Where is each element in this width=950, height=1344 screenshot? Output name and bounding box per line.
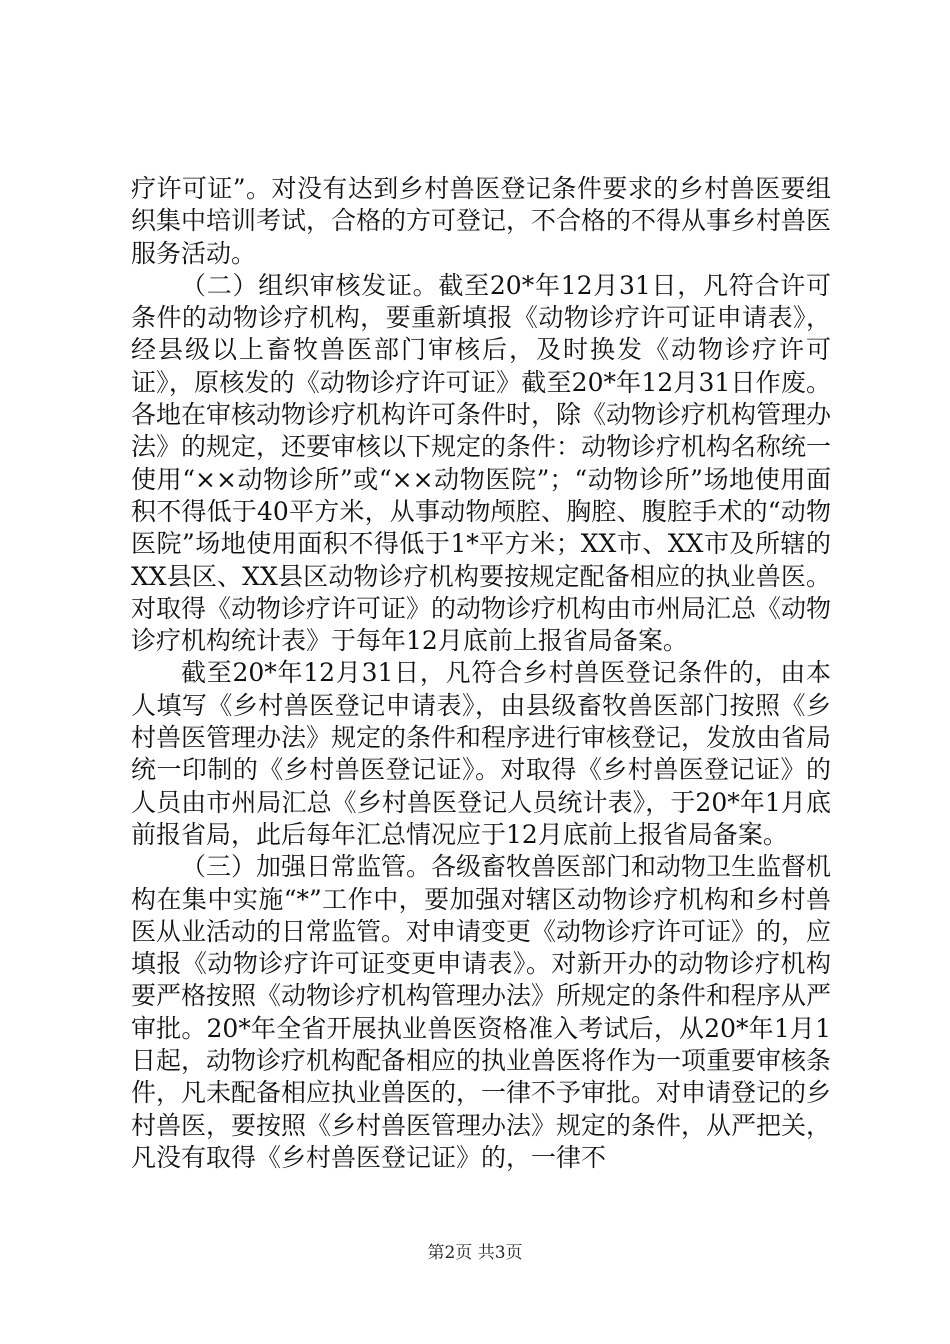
paragraph-village-vet-registration: 截至20*年12月31日，凡符合乡村兽医登记条件的，由本人填写《乡村兽医登记申请表》，由县级畜牧兽医部门按照《乡村兽医管理办法》规定的条件和程序进行审核登记，发放由省局统一印制的《乡村兽医登记证》。对取得《乡村兽医登记证》的人员由市州局汇总《乡村兽医登记人员统计表》，于20*年1月底前报省局，此后每年汇总情况应于12月底前上报省局备案。 <box>131 658 832 849</box>
paragraph-section-three: （三）加强日常监管。各级畜牧兽医部门和动物卫生监督机构在集中实施“*”工作中，要加强对辖区动物诊疗机构和乡村兽医从业活动的日常监管。对申请变更《动物诊疗许可证》的，应填报《动物诊疗许可证变更申请表》。对新开办的动物诊疗机构要严格按照《动物诊疗机构管理办法》所规定的条件和程序从严审批。20*年全省开展执业兽医资格准入考试后，从20*年1月1日起，动物诊疗机构配备相应的执业兽医将作为一项重要审核条件，凡未配备相应执业兽医的，一律不予审批。对申请登记的乡村兽医，要按照《乡村兽医管理办法》规定的条件，从严把关，凡没有取得《乡村兽医登记证》的，一律不 <box>131 852 832 1172</box>
paragraph-section-two: （二）组织审核发证。截至20*年12月31日，凡符合许可条件的动物诊疗机构，要重新填报《动物诊疗许可证申请表》，经县级以上畜牧兽医部门审核后，及时换发《动物诊疗许可证》，原核发的《动物诊疗许可证》截至20*年12月31日作废。各地在审核动物诊疗机构许可条件时，除《动物诊疗机构管理办法》的规定，还要审核以下规定的条件：动物诊疗机构名称统一使用“××动物诊所”或“××动物医院”；“动物诊所”场地使用面积不得低于40平方米，从事动物颅腔、胸腔、腹腔手术的“动物医院”场地使用面积不得低于1*平方米；XX市、XX市及所辖的XX县区、XX县区动物诊疗机构要按规定配备相应的执业兽医。对取得《动物诊疗许可证》的动物诊疗机构由市州局汇总《动物诊疗机构统计表》于每年12月底前上报省局备案。 <box>131 270 832 656</box>
paragraph-continuation: 疗许可证”。对没有达到乡村兽医登记条件要求的乡村兽医要组织集中培训考试，合格的方可登记，不合格的不得从事乡村兽医服务活动。 <box>131 174 832 268</box>
document-body <box>131 173 831 1174</box>
page-number-footer: 第2页 共3页 <box>427 1243 523 1263</box>
